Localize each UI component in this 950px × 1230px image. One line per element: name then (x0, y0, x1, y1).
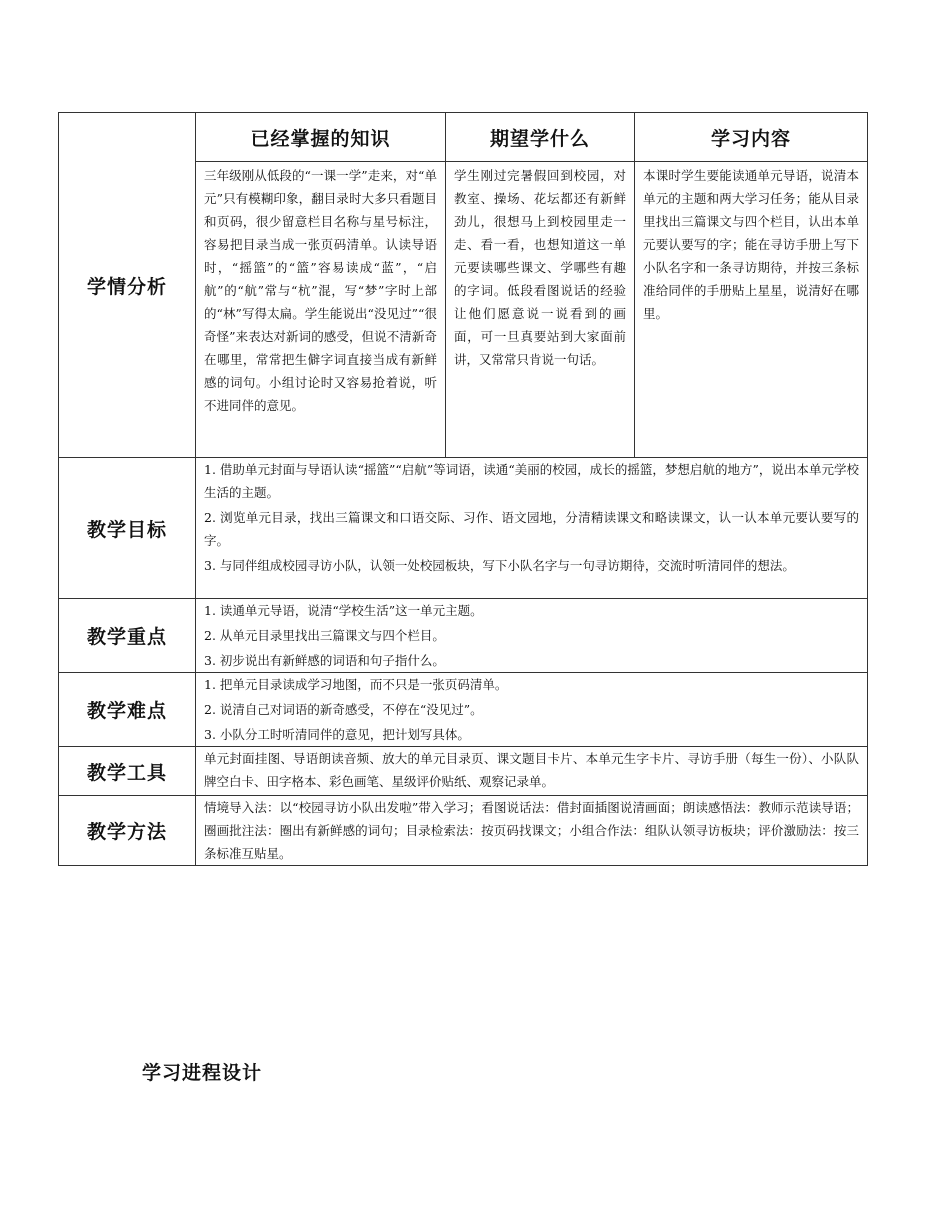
goals-label: 教学目标 (59, 458, 196, 599)
analysis-label: 学情分析 (59, 113, 196, 458)
methods-text: 情境导入法：以“校园寻访小队出发啦”带入学习；看图说话法：借封面插图说清画面；朗读感悟法：教师示范读导语；圈画批注法：圈出有新鲜感的词句；目录检索法：按页码找课文；小组合作法：组队认领寻访板块；评价激励法：按三条标准互贴星。 (204, 800, 859, 861)
expect-text: 学生刚过完暑假回到校园，对教室、操场、花坛都还有新鲜劲儿，很想马上到校园里走一走、看一看，也想知道这一单元要读哪些课文、学哪些有趣的字词。低段看图说话的经验让他们愿意说一说看到的画面，可一旦真要站到大家面前讲，又常常只肯说一句话。 (454, 168, 626, 367)
header-content: 学习内容 (635, 113, 868, 162)
lesson-plan-table (58, 112, 868, 866)
goal-item: 3. 与同伴组成校园寻访小队，认领一处校园板块，写下小队名字与一句寻访期待，交流时听清同伴的想法。 (204, 558, 795, 573)
methods-row (59, 796, 868, 866)
goal-item: 2. 浏览单元目录，找出三篇课文和口语交际、习作、语文园地，分清精读课文和略读课文，认一认本单元要认要写的字。 (204, 510, 859, 548)
content-text: 本课时学生要能读通单元导语，说清本单元的主题和两大学习任务；能从目录里找出三篇课文与四个栏目，认出本单元要认要写的字；能在寻访手册上写下小队名字和一条寻访期待，并按三条标准给同伴的手册贴上星星，说清好在哪里。 (643, 168, 859, 321)
tools-text: 单元封面挂图、导语朗读音频、放大的单元目录页、课文题目卡片、本单元生字卡片、寻访手册（每生一份）、小队队牌空白卡、田字格本、彩色画笔、星级评价贴纸、观察记录单。 (204, 751, 859, 789)
difficulties-row (59, 673, 868, 747)
key-point-item: 1. 读通单元导语，说清“学校生活”这一单元主题。 (204, 603, 483, 618)
key-points-cell (196, 599, 868, 673)
difficulty-item: 3. 小队分工时听清同伴的意见，把计划写具体。 (204, 727, 470, 742)
difficulty-item: 2. 说清自己对词语的新奇感受，不停在“没见过”。 (204, 702, 483, 717)
expect-cell (446, 162, 635, 458)
goals-row (59, 458, 868, 599)
goals-cell (196, 458, 868, 599)
content-cell (635, 162, 868, 458)
key-points-row (59, 599, 868, 673)
key-points-label: 教学重点 (59, 599, 196, 673)
known-cell (196, 162, 446, 458)
goal-item: 1. 借助单元封面与导语认读“摇篮”“启航”等词语，读通“美丽的校园，成长的摇篮，梦想启航的地方”，说出本单元学校生活的主题。 (204, 462, 859, 500)
key-point-item: 2. 从单元目录里找出三篇课文与四个栏目。 (204, 628, 445, 643)
key-point-item: 3. 初步说出有新鲜感的词语和句子指什么。 (204, 653, 445, 668)
methods-cell (196, 796, 868, 866)
difficulties-cell (196, 673, 868, 747)
tools-row (59, 747, 868, 796)
header-known: 已经掌握的知识 (196, 113, 446, 162)
methods-label: 教学方法 (59, 796, 196, 866)
header-expect: 期望学什么 (446, 113, 635, 162)
difficulties-label: 教学难点 (59, 673, 196, 747)
header-row (59, 113, 868, 162)
known-text: 三年级刚从低段的“一课一学”走来，对“单元”只有模糊印象，翻目录时大多只看题目和页码，很少留意栏目名称与星号标注，容易把目录当成一张页码清单。认读导语时，“摇篮”的“篮”容易读成“蓝”，“启航”的“航”常与“杭”混，写“梦”字时上部的“林”写得太扁。学生能说出“没见过”“很奇怪”来表达对新词的感受，但说不清新奇在哪里，常常把生僻字词直接当成有新鲜感的词句。小组讨论时又容易抢着说，听不进同伴的意见。 (204, 168, 437, 413)
section-title: 学习进程设计 (142, 1062, 263, 1084)
tools-label: 教学工具 (59, 747, 196, 796)
difficulty-item: 1. 把单元目录读成学习地图，而不只是一张页码清单。 (204, 677, 508, 692)
tools-cell (196, 747, 868, 796)
